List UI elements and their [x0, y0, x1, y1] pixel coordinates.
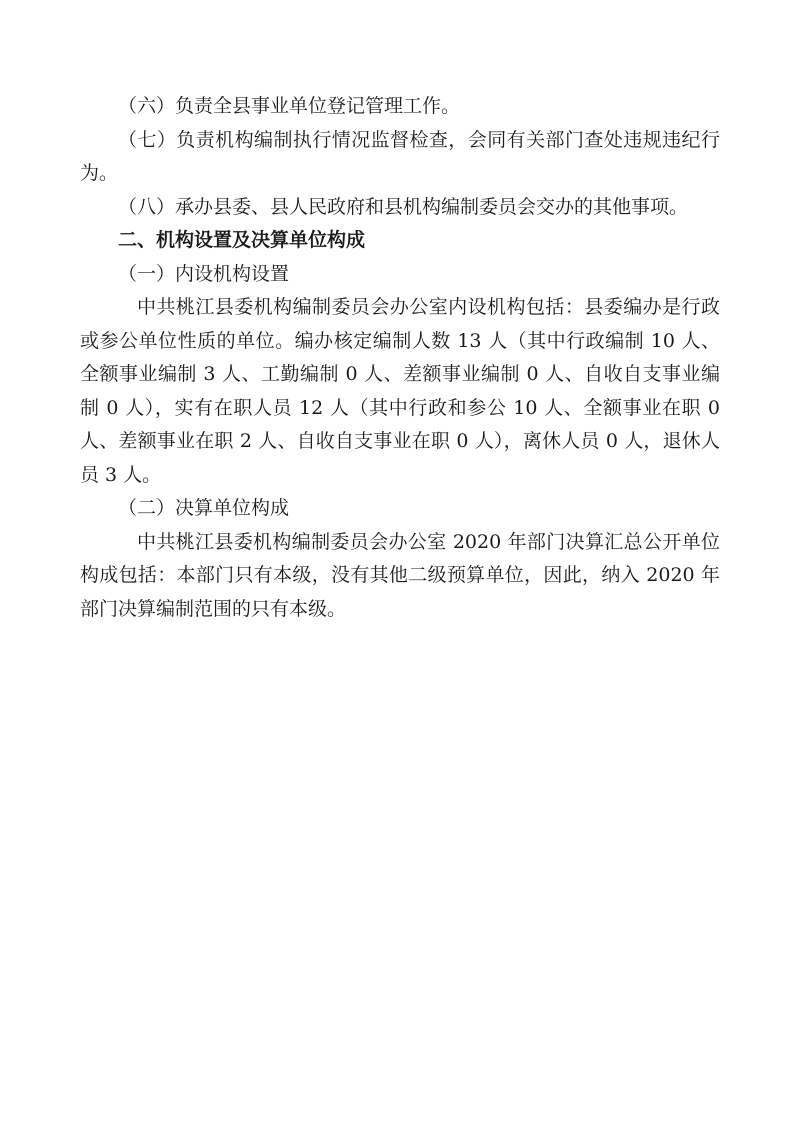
- budget-units-body: 中共桃江县委机构编制委员会办公室 2020 年部门决算汇总公开单位构成包括：本部门只有本级，没有其他二级预算单位，因此，纳入 2020 年部门决算编制范围的只有本级。: [80, 530, 720, 620]
- section-heading: 二、机构设置及决算单位构成: [118, 229, 366, 251]
- duty-item-7: （七）负责机构编制执行情况监督检查，会同有关部门查处违规违纪行为。: [80, 128, 720, 184]
- duty-item-8: （八）承办县委、县人民政府和县机构编制委员会交办的其他事项。: [118, 195, 689, 218]
- duty-item-6: （六）负责全县事业单位登记管理工作。: [118, 95, 461, 117]
- document-page: [80, 90, 720, 626]
- internal-structure-body: 中共桃江县委机构编制委员会办公室内设机构包括：县委编办是行政或参公单位性质的单位。编办核定编制人数 13 人（其中行政编制 10 人、全额事业编制 3 人、工勤编制 0 人、差额事业编制 0 人、自收自支事业编制 0 人），实有在职人员 12 人（其中行政和参公 10 人、全额事业在职 0 人、差额事业在职 2 人、自收自支事业在职 0 人），离休人员 0 人，退休人员 3 人。: [80, 296, 720, 486]
- subsection-title-internal-structure: （一）内设机构设置: [118, 262, 290, 285]
- subsection-title-budget-units: （二）决算单位构成: [118, 497, 290, 519]
